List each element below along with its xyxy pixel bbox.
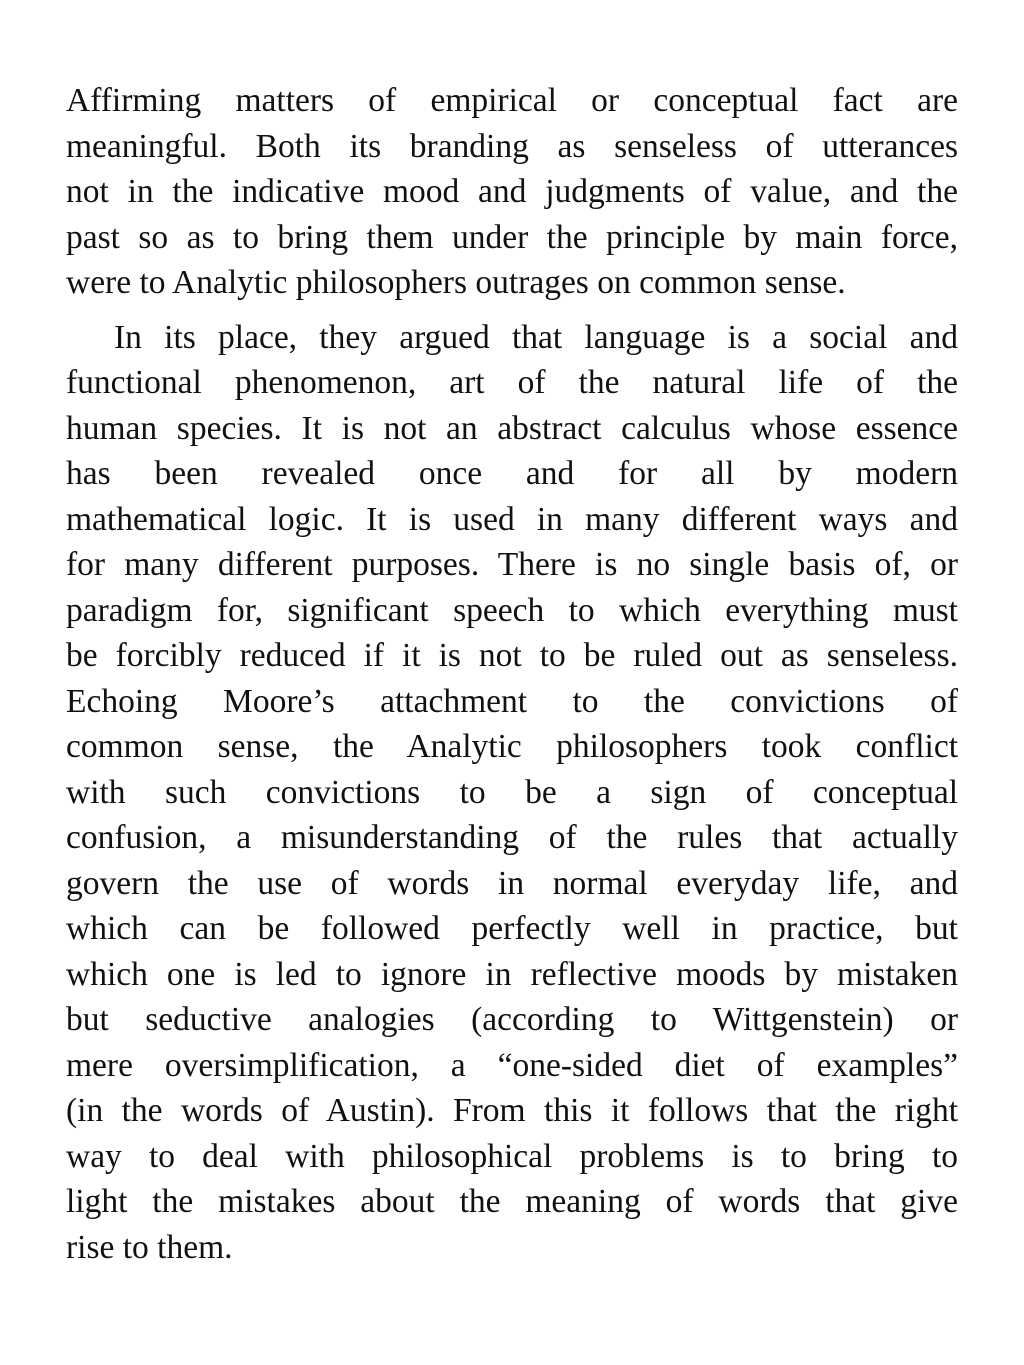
document-page <box>66 78 958 1270</box>
text-line: Affirming matters of empirical or conceptual fact are <box>66 82 958 119</box>
text-line: common sense, the Analytic philosophers took conflict <box>66 728 958 765</box>
paragraph <box>66 78 958 306</box>
text-line: govern the use of words in normal everyday life, and <box>66 864 958 902</box>
text-line: (in the words of Austin). From this it follows that the right <box>66 1092 958 1129</box>
text-line: confusion, a misunderstanding of the rules that actually <box>66 819 958 856</box>
text-line: mere oversimplification, a “one-sided diet of examples” <box>66 1046 958 1084</box>
text-line: human species. It is not an abstract calculus whose essence <box>66 409 958 447</box>
text-line: functional phenomenon, art of the natural life of the <box>66 364 958 401</box>
text-line: past so as to bring them under the principle by main force, <box>66 218 958 256</box>
text-line: paradigm for, significant speech to which everything must <box>66 591 958 629</box>
text-line: which can be followed perfectly well in practice, but <box>66 910 958 947</box>
text-line: rise to them. <box>66 1228 233 1266</box>
text-line: way to deal with philosophical problems is to bring to <box>66 1137 958 1175</box>
text-line: were to Analytic philosophers outrages on common sense. <box>66 264 846 301</box>
text-line: Echoing Moore’s attachment to the convictions of <box>66 682 958 720</box>
text-line: has been revealed once and for all by modern <box>66 455 958 492</box>
text-line: light the mistakes about the meaning of words that give <box>66 1183 958 1220</box>
text-line: but seductive analogies (according to Wittgenstein) or <box>66 1001 958 1038</box>
text-line: with such convictions to be a sign of conceptual <box>66 773 958 811</box>
text-line: mathematical logic. It is used in many different ways and <box>66 500 958 538</box>
text-line: In its place, they argued that language is a social and <box>114 318 958 356</box>
text-line: not in the indicative mood and judgments of value, and the <box>66 173 958 210</box>
text-line: which one is led to ignore in reflective moods by mistaken <box>66 955 958 993</box>
text-line: for many different purposes. There is no single basis of, or <box>66 546 958 583</box>
text-line: meaningful. Both its branding as senseless of utterances <box>66 127 958 165</box>
text-line: be forcibly reduced if it is not to be ruled out as senseless. <box>66 637 958 674</box>
paragraph <box>66 315 958 1271</box>
